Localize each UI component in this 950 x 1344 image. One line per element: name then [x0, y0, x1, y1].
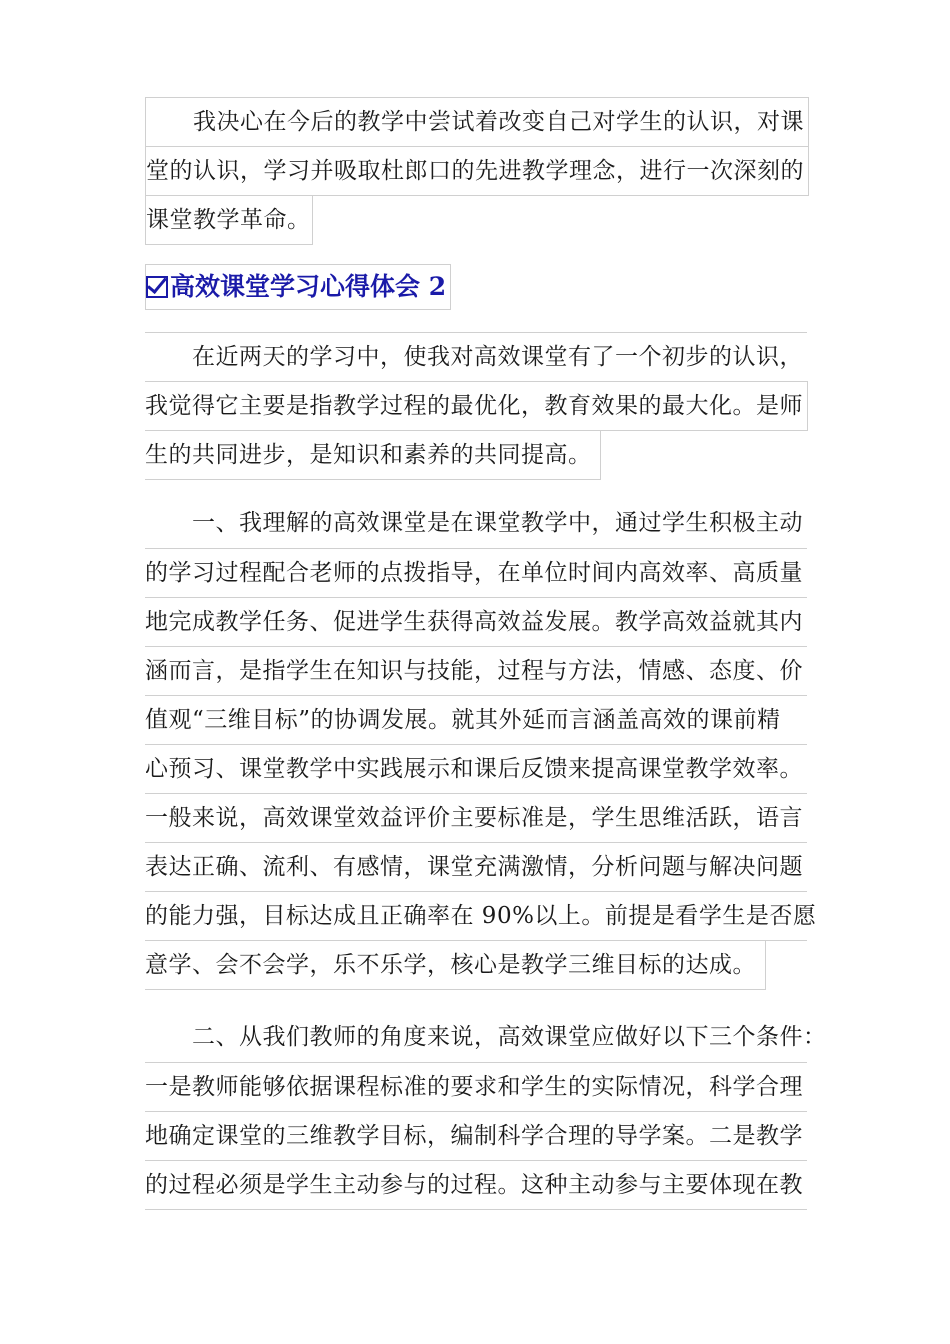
paragraph-3-line-2: 的学习过程配合老师的点拨指导，在单位时间内高效率、高质量 [145, 548, 807, 598]
paragraph-1-line-1: 我决心在今后的教学中尝试着改变自己对学生的认识，对课 [145, 97, 809, 147]
paragraph-1-line-2: 堂的认识，学习并吸取杜郎口的先进教学理念，进行一次深刻的 [145, 146, 809, 196]
paragraph-2-line-2: 我觉得它主要是指教学过程的最优化，教育效果的最大化。是师 [145, 381, 808, 431]
paragraph-4-line-3: 地确定课堂的三维教学目标，编制科学合理的导学案。二是教学 [145, 1111, 807, 1161]
paragraph-2-line-3: 生的共同进步，是知识和素养的共同提高。 [145, 430, 601, 480]
paragraph-4-line-1: 二、从我们教师的角度来说，高效课堂应做好以下三个条件： [145, 1024, 827, 1050]
section-heading [145, 264, 451, 310]
paragraph-3-line-4: 涵而言，是指学生在知识与技能，过程与方法，情感、态度、价 [145, 646, 807, 696]
paragraph-3-line-1: 一、我理解的高效课堂是在课堂教学中，通过学生积极主动 [145, 510, 803, 536]
paragraph-3-line-5: 值观“三维目标”的协调发展。就其外延而言涵盖高效的课前精 [145, 695, 807, 745]
paragraph-2-line-1: 在近两天的学习中，使我对高效课堂有了一个初步的认识， [145, 332, 807, 382]
paragraph-4-line-4: 的过程必须是学生主动参与的过程。这种主动参与主要体现在教 [145, 1160, 807, 1210]
paragraph-3-line-7: 一般来说，高效课堂效益评价主要标准是，学生思维活跃，语言 [145, 793, 807, 843]
paragraph-3-line-3: 地完成教学任务、促进学生获得高效益发展。教学高效益就其内 [145, 597, 807, 647]
paragraph-3-line-8: 表达正确、流利、有感情，课堂充满激情，分析问题与解决问题 [145, 842, 807, 892]
checkbox-checked-icon [146, 276, 168, 298]
paragraph-4-line-2: 一是教师能够依据课程标准的要求和学生的实际情况，科学合理 [145, 1062, 807, 1112]
paragraph-3-line-9: 的能力强，目标达成且正确率在 90%以上。前提是看学生是否愿 [145, 891, 807, 941]
section-heading-text: 高效课堂学习心得体会 2 [170, 272, 447, 301]
paragraph-3-line-6: 心预习、课堂教学中实践展示和课后反馈来提高课堂教学效率。 [145, 744, 807, 794]
paragraph-3-line-10: 意学、会不会学，乐不乐学，核心是教学三维目标的达成。 [145, 940, 766, 990]
paragraph-1-line-3: 课堂教学革命。 [145, 195, 313, 245]
